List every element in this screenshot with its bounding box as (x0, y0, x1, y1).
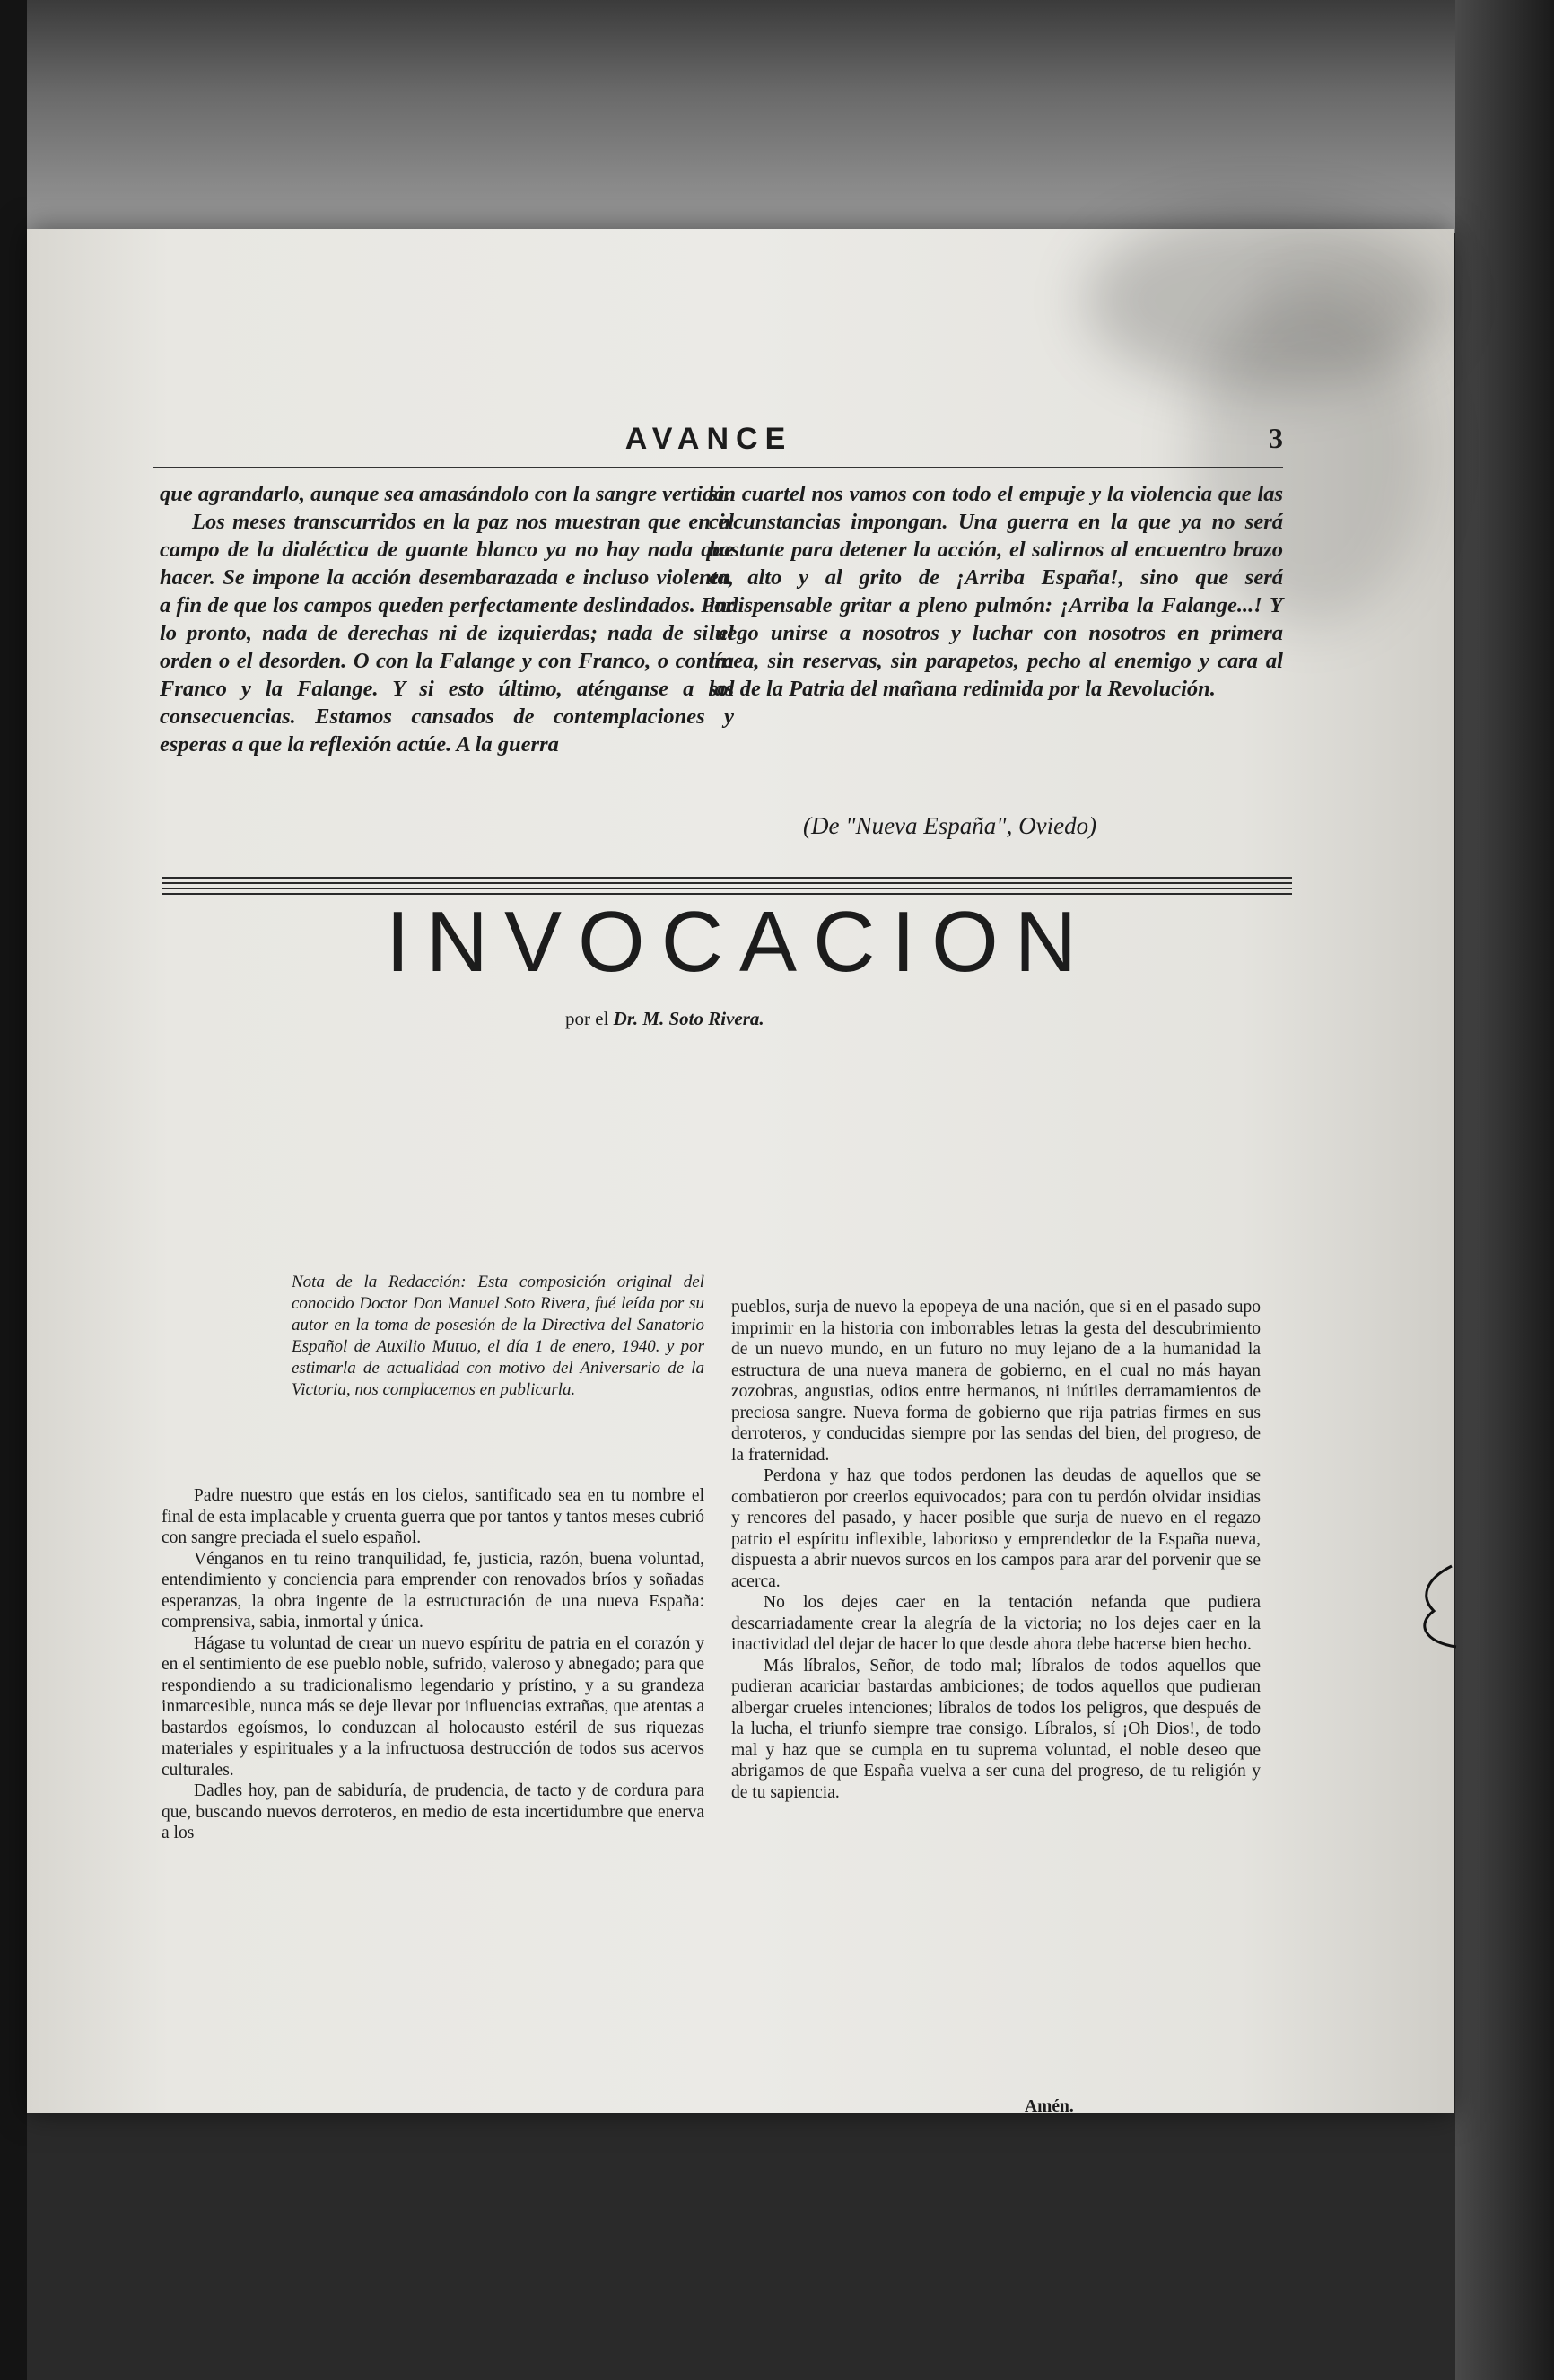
paragraph: que agrandarlo, aunque sea amasándolo con la sangre vertida. (160, 482, 730, 506)
paragraph: sin cuartel nos vamos con todo el empuje y la violencia que las circunstancias impongan. Una guerra en la que ya no será bastante para detener la acción, el salirnos al encuentro brazo en alto y al grito de ¡Arriba España!, sino que será indispensable gritar a pleno pulmón: ¡Arriba la Falange...! Y luego unirse a nosotros y luchar con nosotros en primera línea, sin reservas, sin parapetos, pecho al enemigo y cara al sol de la Patria del mañana redimida por la Revolución. (709, 482, 1283, 701)
newspaper-page (27, 229, 1454, 2116)
invocacion-right-column (731, 1297, 1261, 1803)
divider-rule (162, 877, 1292, 879)
divider-rule (162, 888, 1292, 889)
byline-author: Dr. M. Soto Rivera. (613, 1008, 764, 1029)
scan-edge-left (0, 0, 27, 2380)
running-title: AVANCE (624, 422, 793, 456)
paragraph: Vénganos en tu reino tranquilidad, fe, justicia, razón, buena voluntad, entendimiento y conciencia para emprender con renovados bríos y soñadas esperanzas, la obra ingente de la estructuración de una nueva España: comprensiva, sabia, inmortal y única. (162, 1549, 704, 1632)
scan-edge-right (1455, 0, 1554, 2380)
byline (565, 1008, 764, 1030)
paragraph: Padre nuestro que estás en los cielos, santificado sea en tu nombre el final de esta implacable y cruenta guerra que por tantos y tantos meses cubrió con sangre preciada el suelo español. (162, 1486, 704, 1547)
closing-amen: Amén. (1025, 2097, 1074, 2116)
paragraph: Hágase tu voluntad de crear un nuevo espíritu de patria en el corazón y en el sentimiento de ese pueblo noble, sufrido, valeroso y abnegado; para que respondiendo a su tradicionalismo legendario y prístino, y a su grandeza inmarcesible, nunca más se deje llevar por influencias extrañas, que atentas a bastardos egoísmos, lo conduzcan al holocausto estéril de sus riquezas materiales y espirituales y a la infructuosa destrucción de todos sus acervos culturales. (162, 1633, 704, 1780)
top-article-left-column (160, 480, 734, 758)
divider-rule (162, 882, 1292, 884)
top-article-right-column (709, 480, 1283, 703)
invocacion-title: INVOCACION (386, 894, 1094, 990)
paragraph: Perdona y haz que todos perdonen las deudas de aquellos que se combatieron por creerlos equivocados; para con tu perdón olvidar insidias y rencores del pasado, y hacer posible que surja de nuevo en el regazo patrio el espíritu inflexible, laborioso y emprendedor de la España nueva, dispuesta a abrir nuevos surcos en los campos para arar del porvenir que se acerca. (731, 1466, 1261, 1591)
paragraph: Los meses transcurridos en la paz nos muestran que en el campo de la dialéctica de guante blanco ya no hay nada que hacer. Se impone la acción desembarazada e incluso violenta, a fin de que los campos queden perfectamente deslindados. Por lo pronto, nada de derechas ni de izquierdas; nada de si el orden o el desorden. O con la Falange y con Franco, o contra Franco y la Falange. Y si esto último, aténganse a las consecuencias. Estamos cansados de contemplaciones y esperas a que la reflexión actúe. A la guerra (160, 510, 734, 757)
margin-bracket-mark (1407, 1562, 1461, 1651)
article-citation: (De "Nueva España", Oviedo) (803, 812, 1097, 839)
page-header (153, 422, 1283, 468)
byline-prefix: por el (565, 1008, 609, 1029)
scan-background-top (0, 0, 1554, 233)
paragraph: Más líbralos, Señor, de todo mal; líbralos de todos aquellos que pudieran acariciar bastardas ambiciones; de todos aquellos que pudieran albergar crueles intenciones; líbralos de todos los peligros, que después de la lucha, el triunfo siempre trae consigo. Líbralos, sí ¡Oh Dios!, de todo mal y haz que se cumpla en tu suprema voluntad, el noble deseo que abrigamos de que España vuelva a ser cuna del progreso, de tu religión y de tu sapiencia. (731, 1656, 1261, 1802)
invocacion-left-column (162, 1485, 704, 1844)
paragraph: pueblos, surja de nuevo la epopeya de una nación, que si en el pasado supo imprimir en la historia con imborrables letras la gesta del descubrimiento de un nuevo mundo, en un futuro no muy lejano de a la humanidad la estructura de una nueva manera de gobierno, en el cual no más hayan zozobras, angustias, odios entre hermanos, ni inútiles derramamientos de preciosa sangre. Nueva forma de gobierno que rija patrias firmes en sus derroteros, y conducidas siempre por las sendas del bien, del progreso, de la fraternidad. (731, 1298, 1261, 1465)
paragraph: No los dejes caer en la tentación nefanda que pudiera descarriadamente crear la alegría de la victoria; no los dejes caer en la inactividad del dejar de hacer lo que desde ahora debe hacerse bien hecho. (731, 1593, 1261, 1654)
paragraph: Dadles hoy, pan de sabiduría, de prudencia, de tacto y de cordura para que, buscando nuevos derroteros, en medio de esta incertidumbre que enerva a los (162, 1781, 704, 1842)
editor-note: Nota de la Redacción: Esta composición original del conocido Doctor Don Manuel Soto Rivera, fué leída por su autor en la toma de posesión de la Directiva del Sanatorio Español de Auxilio Mutuo, el día 1 de enero, 1940. y por estimarla de actualidad con motivo del Aniversario de la Victoria, nos complacemos en publicarla. (292, 1273, 704, 1399)
page-number: 3 (1269, 422, 1283, 454)
